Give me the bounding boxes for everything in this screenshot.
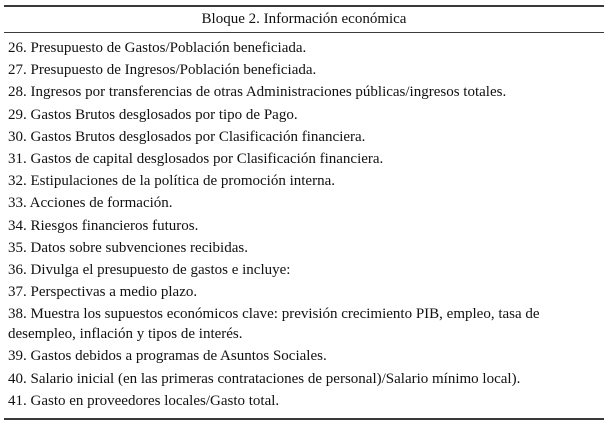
list-item: 26. Presupuesto de Gastos/Población beneficiada.	[8, 40, 307, 56]
list-item: 34. Riesgos financieros futuros.	[8, 217, 199, 234]
list-item: 38. Muestra los supuestos económicos clave: previsión crecimiento PIB, empleo, tasa de desempleo, inflación y tipos de interés.	[8, 306, 540, 343]
list-item: 37. Perspectivas a medio plazo.	[8, 284, 198, 301]
list-item: 32. Estipulaciones de la política de promoción interna.	[8, 173, 335, 190]
list-item: 41. Gasto en proveedores locales/Gasto total.	[8, 392, 280, 409]
list-item: 35. Datos sobre subvenciones recibidas.	[8, 239, 248, 256]
list-item: 30. Gastos Brutos desglosados por Clasificación financiera.	[8, 128, 366, 145]
table-title: Bloque 2. Información económica	[4, 7, 604, 33]
list-item: 27. Presupuesto de Ingresos/Población beneficiada.	[8, 62, 317, 79]
list-item: 31. Gastos de capital desglosados por Clasificación financiera.	[8, 150, 384, 167]
list-item: 29. Gastos Brutos desglosados por tipo de Pago.	[8, 106, 298, 123]
list-item: 33. Acciones de formación.	[8, 195, 173, 212]
list-item: 28. Ingresos por transferencias de otras Administraciones públicas/ingresos totales.	[8, 84, 507, 101]
list-item: 40. Salario inicial (en las primeras contrataciones de personal)/Salario mínimo local).	[8, 370, 521, 387]
info-table	[4, 5, 604, 420]
list-item: 36. Divulga el presupuesto de gastos e incluye:	[8, 261, 291, 278]
item-list	[4, 38, 604, 411]
list-item: 39. Gastos debidos a programas de Asuntos Sociales.	[8, 348, 327, 365]
